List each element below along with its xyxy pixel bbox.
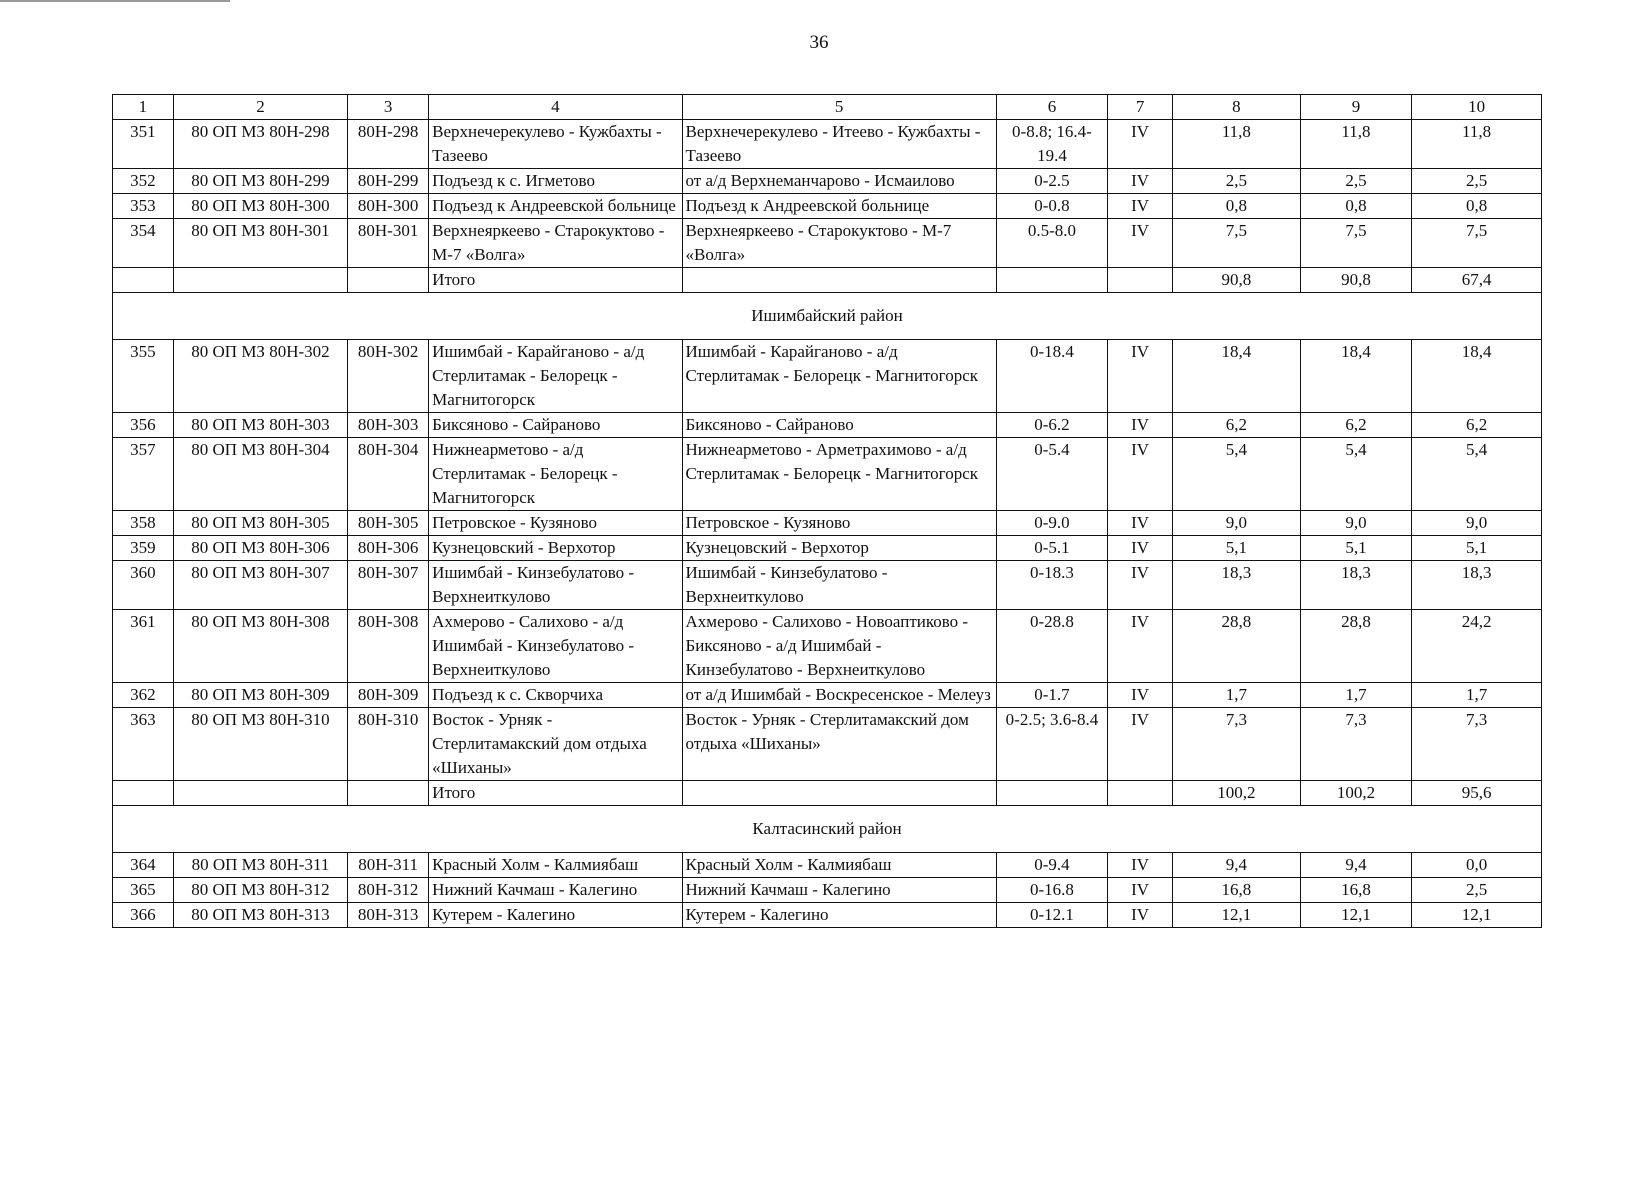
- road-km-range: 0-0.8: [996, 194, 1107, 219]
- total-col9: 90,8: [1300, 268, 1411, 293]
- length-col10: 5,1: [1412, 536, 1542, 561]
- road-route: от а/д Верхнеманчарово - Исмаилово: [682, 169, 996, 194]
- road-short-code: 80Н-299: [348, 169, 429, 194]
- length-col10: 18,4: [1412, 340, 1542, 413]
- total-col8: 100,2: [1173, 781, 1301, 806]
- length-col10: 0,8: [1412, 194, 1542, 219]
- road-name: Нижний Качмаш - Калегино: [429, 878, 682, 903]
- table-row: [113, 708, 1542, 781]
- length-col10: 5,4: [1412, 438, 1542, 511]
- row-number: 364: [113, 853, 174, 878]
- row-number: 359: [113, 536, 174, 561]
- total-col10: 67,4: [1412, 268, 1542, 293]
- length-col8: 9,4: [1173, 853, 1301, 878]
- table-row: [113, 413, 1542, 438]
- road-route: Биксяново - Сайраново: [682, 413, 996, 438]
- district-section-row: [113, 293, 1542, 340]
- length-col8: 16,8: [1173, 878, 1301, 903]
- row-number: 353: [113, 194, 174, 219]
- road-id-code: 80 ОП МЗ 80Н-298: [173, 120, 347, 169]
- column-header: 3: [348, 95, 429, 120]
- empty-cell: [996, 781, 1107, 806]
- road-km-range: 0-12.1: [996, 903, 1107, 928]
- empty-cell: [113, 781, 174, 806]
- table-row: [113, 438, 1542, 511]
- road-id-code: 80 ОП МЗ 80Н-312: [173, 878, 347, 903]
- road-category: IV: [1108, 120, 1173, 169]
- road-short-code: 80Н-301: [348, 219, 429, 268]
- empty-cell: [996, 268, 1107, 293]
- road-km-range: 0-2.5: [996, 169, 1107, 194]
- district-title: Ишимбайский район: [113, 293, 1542, 340]
- length-col9: 11,8: [1300, 120, 1411, 169]
- column-header: 10: [1412, 95, 1542, 120]
- road-km-range: 0-18.4: [996, 340, 1107, 413]
- row-number: 361: [113, 610, 174, 683]
- road-km-range: 0-1.7: [996, 683, 1107, 708]
- road-km-range: 0-5.4: [996, 438, 1107, 511]
- road-name: Ишимбай - Карайганово - а/д Стерлитамак - Белорецк - Магнитогорск: [429, 340, 682, 413]
- road-route: Кутерем - Калегино: [682, 903, 996, 928]
- road-short-code: 80Н-303: [348, 413, 429, 438]
- row-number: 366: [113, 903, 174, 928]
- road-id-code: 80 ОП МЗ 80Н-303: [173, 413, 347, 438]
- road-short-code: 80Н-312: [348, 878, 429, 903]
- table-row: [113, 853, 1542, 878]
- road-id-code: 80 ОП МЗ 80Н-313: [173, 903, 347, 928]
- column-header: 4: [429, 95, 682, 120]
- empty-cell: [173, 781, 347, 806]
- road-short-code: 80Н-300: [348, 194, 429, 219]
- column-header: 2: [173, 95, 347, 120]
- road-route: Нижний Качмаш - Калегино: [682, 878, 996, 903]
- length-col10: 2,5: [1412, 878, 1542, 903]
- road-category: IV: [1108, 340, 1173, 413]
- road-short-code: 80Н-305: [348, 511, 429, 536]
- scan-edge-mark: [0, 0, 230, 2]
- road-name: Восток - Урняк - Стерлитамакский дом отдыха «Шиханы»: [429, 708, 682, 781]
- road-id-code: 80 ОП МЗ 80Н-299: [173, 169, 347, 194]
- length-col8: 12,1: [1173, 903, 1301, 928]
- row-number: 355: [113, 340, 174, 413]
- road-category: IV: [1108, 561, 1173, 610]
- road-name: Красный Холм - Калмиябаш: [429, 853, 682, 878]
- length-col9: 7,3: [1300, 708, 1411, 781]
- road-id-code: 80 ОП МЗ 80Н-301: [173, 219, 347, 268]
- length-col10: 6,2: [1412, 413, 1542, 438]
- row-number: 356: [113, 413, 174, 438]
- total-col10: 95,6: [1412, 781, 1542, 806]
- road-category: IV: [1108, 511, 1173, 536]
- length-col10: 1,7: [1412, 683, 1542, 708]
- table-row: [113, 194, 1542, 219]
- length-col10: 24,2: [1412, 610, 1542, 683]
- road-name: Ишимбай - Кинзебулатово - Верхнеиткулово: [429, 561, 682, 610]
- length-col8: 7,3: [1173, 708, 1301, 781]
- row-number: 362: [113, 683, 174, 708]
- road-name: Кузнецовский - Верхотор: [429, 536, 682, 561]
- row-number: 358: [113, 511, 174, 536]
- length-col8: 7,5: [1173, 219, 1301, 268]
- length-col8: 18,3: [1173, 561, 1301, 610]
- road-km-range: 0-16.8: [996, 878, 1107, 903]
- road-id-code: 80 ОП МЗ 80Н-302: [173, 340, 347, 413]
- empty-cell: [348, 781, 429, 806]
- road-category: IV: [1108, 438, 1173, 511]
- length-col9: 5,1: [1300, 536, 1411, 561]
- table-row: [113, 536, 1542, 561]
- road-km-range: 0-8.8; 16.4-19.4: [996, 120, 1107, 169]
- page-number: 36: [809, 32, 829, 53]
- length-col10: 11,8: [1412, 120, 1542, 169]
- road-route: от а/д Ишимбай - Воскресенское - Мелеуз: [682, 683, 996, 708]
- road-km-range: 0-6.2: [996, 413, 1107, 438]
- road-km-range: 0-9.4: [996, 853, 1107, 878]
- length-col9: 5,4: [1300, 438, 1411, 511]
- empty-cell: [1108, 781, 1173, 806]
- road-category: IV: [1108, 610, 1173, 683]
- table-row: [113, 169, 1542, 194]
- length-col9: 12,1: [1300, 903, 1411, 928]
- road-id-code: 80 ОП МЗ 80Н-304: [173, 438, 347, 511]
- row-number: 357: [113, 438, 174, 511]
- length-col9: 1,7: [1300, 683, 1411, 708]
- table-row: [113, 561, 1542, 610]
- empty-cell: [348, 268, 429, 293]
- road-short-code: 80Н-310: [348, 708, 429, 781]
- road-name: Кутерем - Калегино: [429, 903, 682, 928]
- road-category: IV: [1108, 169, 1173, 194]
- road-category: IV: [1108, 219, 1173, 268]
- district-title: Калтасинский район: [113, 806, 1542, 853]
- road-name: Верхнечерекулево - Кужбахты - Тазеево: [429, 120, 682, 169]
- length-col9: 18,3: [1300, 561, 1411, 610]
- table-row: [113, 340, 1542, 413]
- road-category: IV: [1108, 413, 1173, 438]
- row-number: 354: [113, 219, 174, 268]
- column-header: 9: [1300, 95, 1411, 120]
- total-row: [113, 268, 1542, 293]
- road-km-range: 0-28.8: [996, 610, 1107, 683]
- road-short-code: 80Н-308: [348, 610, 429, 683]
- road-short-code: 80Н-307: [348, 561, 429, 610]
- road-category: IV: [1108, 708, 1173, 781]
- length-col8: 18,4: [1173, 340, 1301, 413]
- roads-table: [112, 94, 1542, 928]
- road-name: Ахмерово - Салихово - а/д Ишимбай - Кинзебулатово - Верхнеиткулово: [429, 610, 682, 683]
- road-short-code: 80Н-313: [348, 903, 429, 928]
- row-number: 352: [113, 169, 174, 194]
- road-category: IV: [1108, 536, 1173, 561]
- road-km-range: 0.5-8.0: [996, 219, 1107, 268]
- empty-cell: [1108, 268, 1173, 293]
- length-col9: 2,5: [1300, 169, 1411, 194]
- road-id-code: 80 ОП МЗ 80Н-310: [173, 708, 347, 781]
- table-row: [113, 683, 1542, 708]
- empty-cell: [682, 268, 996, 293]
- total-label: Итого: [429, 781, 682, 806]
- road-route: Кузнецовский - Верхотор: [682, 536, 996, 561]
- row-number: 351: [113, 120, 174, 169]
- road-name: Биксяново - Сайраново: [429, 413, 682, 438]
- total-col8: 90,8: [1173, 268, 1301, 293]
- road-km-range: 0-5.1: [996, 536, 1107, 561]
- length-col8: 2,5: [1173, 169, 1301, 194]
- road-route: Нижнеарметово - Арметрахимово - а/д Стерлитамак - Белорецк - Магнитогорск: [682, 438, 996, 511]
- road-route: Восток - Урняк - Стерлитамакский дом отдыха «Шиханы»: [682, 708, 996, 781]
- road-id-code: 80 ОП МЗ 80Н-305: [173, 511, 347, 536]
- length-col10: 7,5: [1412, 219, 1542, 268]
- length-col8: 9,0: [1173, 511, 1301, 536]
- row-number: 365: [113, 878, 174, 903]
- road-short-code: 80Н-298: [348, 120, 429, 169]
- row-number: 360: [113, 561, 174, 610]
- length-col9: 18,4: [1300, 340, 1411, 413]
- column-header: 6: [996, 95, 1107, 120]
- road-category: IV: [1108, 878, 1173, 903]
- road-short-code: 80Н-304: [348, 438, 429, 511]
- length-col10: 7,3: [1412, 708, 1542, 781]
- road-route: Ишимбай - Карайганово - а/д Стерлитамак - Белорецк - Магнитогорск: [682, 340, 996, 413]
- road-name: Подъезд к с. Скворчиха: [429, 683, 682, 708]
- length-col10: 0,0: [1412, 853, 1542, 878]
- road-id-code: 80 ОП МЗ 80Н-306: [173, 536, 347, 561]
- district-section-row: [113, 806, 1542, 853]
- length-col9: 28,8: [1300, 610, 1411, 683]
- road-name: Нижнеарметово - а/д Стерлитамак - Белорецк - Магнитогорск: [429, 438, 682, 511]
- road-id-code: 80 ОП МЗ 80Н-309: [173, 683, 347, 708]
- total-col9: 100,2: [1300, 781, 1411, 806]
- row-number: 363: [113, 708, 174, 781]
- road-route: Петровское - Кузяново: [682, 511, 996, 536]
- table-row: [113, 219, 1542, 268]
- table-row: [113, 610, 1542, 683]
- table-row: [113, 120, 1542, 169]
- road-id-code: 80 ОП МЗ 80Н-300: [173, 194, 347, 219]
- road-name: Верхнеяркеево - Старокуктово - М-7 «Волга»: [429, 219, 682, 268]
- table-row: [113, 878, 1542, 903]
- empty-cell: [682, 781, 996, 806]
- length-col8: 5,4: [1173, 438, 1301, 511]
- column-header: 7: [1108, 95, 1173, 120]
- length-col8: 0,8: [1173, 194, 1301, 219]
- table-row: [113, 903, 1542, 928]
- column-header: 5: [682, 95, 996, 120]
- length-col8: 6,2: [1173, 413, 1301, 438]
- road-short-code: 80Н-311: [348, 853, 429, 878]
- road-route: Верхнечерекулево - Итеево - Кужбахты - Тазеево: [682, 120, 996, 169]
- length-col10: 12,1: [1412, 903, 1542, 928]
- road-id-code: 80 ОП МЗ 80Н-311: [173, 853, 347, 878]
- total-label: Итого: [429, 268, 682, 293]
- table-row: [113, 511, 1542, 536]
- road-km-range: 0-2.5; 3.6-8.4: [996, 708, 1107, 781]
- length-col8: 28,8: [1173, 610, 1301, 683]
- road-id-code: 80 ОП МЗ 80Н-308: [173, 610, 347, 683]
- road-route: Красный Холм - Калмиябаш: [682, 853, 996, 878]
- road-short-code: 80Н-306: [348, 536, 429, 561]
- road-short-code: 80Н-309: [348, 683, 429, 708]
- length-col9: 16,8: [1300, 878, 1411, 903]
- road-route: Верхнеяркеево - Старокуктово - М-7 «Волга»: [682, 219, 996, 268]
- road-id-code: 80 ОП МЗ 80Н-307: [173, 561, 347, 610]
- length-col8: 5,1: [1173, 536, 1301, 561]
- road-km-range: 0-9.0: [996, 511, 1107, 536]
- length-col9: 7,5: [1300, 219, 1411, 268]
- length-col8: 11,8: [1173, 120, 1301, 169]
- length-col9: 9,0: [1300, 511, 1411, 536]
- total-row: [113, 781, 1542, 806]
- road-category: IV: [1108, 194, 1173, 219]
- column-header: 1: [113, 95, 174, 120]
- road-category: IV: [1108, 683, 1173, 708]
- empty-cell: [173, 268, 347, 293]
- road-name: Подъезд к Андреевской больнице: [429, 194, 682, 219]
- length-col9: 9,4: [1300, 853, 1411, 878]
- road-name: Подъезд к с. Игметово: [429, 169, 682, 194]
- length-col10: 18,3: [1412, 561, 1542, 610]
- road-category: IV: [1108, 853, 1173, 878]
- column-header-row: [113, 95, 1542, 120]
- road-route: Ишимбай - Кинзебулатово - Верхнеиткулово: [682, 561, 996, 610]
- road-category: IV: [1108, 903, 1173, 928]
- length-col8: 1,7: [1173, 683, 1301, 708]
- column-header: 8: [1173, 95, 1301, 120]
- road-route: Ахмерово - Салихово - Новоаптиково - Биксяново - а/д Ишимбай - Кинзебулатово - Верхнеиткулово: [682, 610, 996, 683]
- length-col9: 0,8: [1300, 194, 1411, 219]
- road-route: Подъезд к Андреевской больнице: [682, 194, 996, 219]
- road-km-range: 0-18.3: [996, 561, 1107, 610]
- road-name: Петровское - Кузяново: [429, 511, 682, 536]
- length-col10: 2,5: [1412, 169, 1542, 194]
- length-col10: 9,0: [1412, 511, 1542, 536]
- empty-cell: [113, 268, 174, 293]
- length-col9: 6,2: [1300, 413, 1411, 438]
- road-short-code: 80Н-302: [348, 340, 429, 413]
